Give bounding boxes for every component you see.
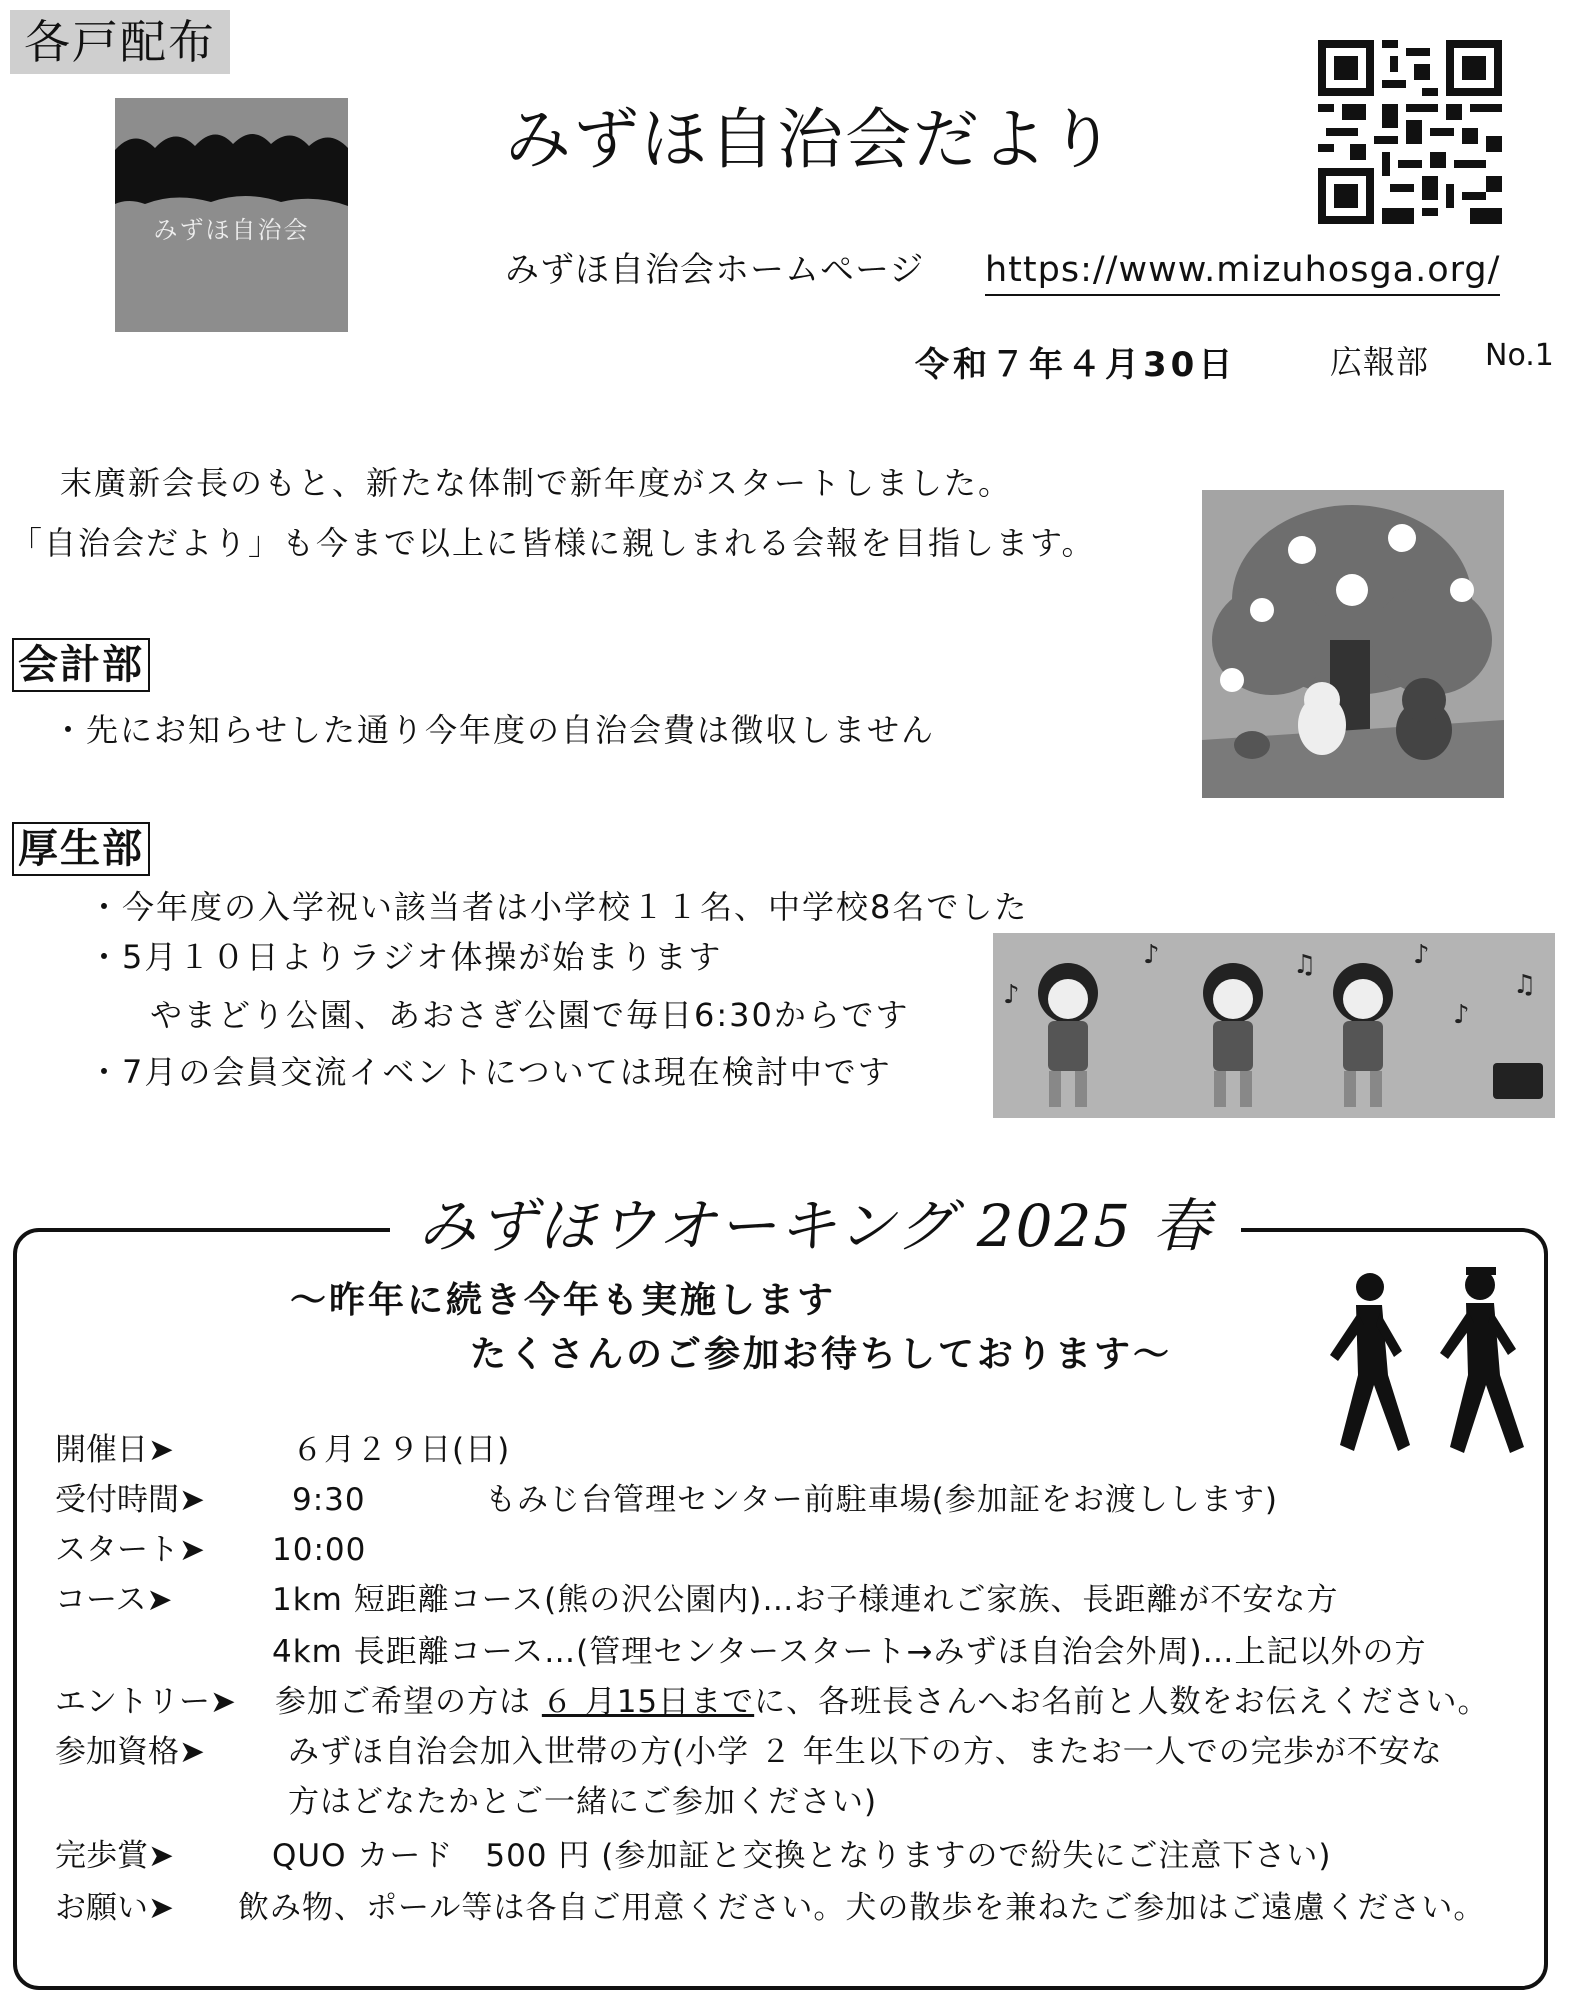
- welfare-heading: 厚生部: [12, 822, 150, 876]
- start-label: スタート➤: [55, 1532, 205, 1568]
- radio-exercise-illustration: [993, 933, 1555, 1118]
- course-short: 1km 短距離コース(熊の沢公園内)…お子様連れご家族、長距離が不安な方: [272, 1582, 1339, 1618]
- eligibility-line-2: 方はどなたかとご一緒にご参加ください): [288, 1784, 878, 1820]
- svg-text:♪: ♪: [1143, 940, 1160, 970]
- cherry-tree-illustration: [1202, 490, 1504, 798]
- svg-text:♪: ♪: [1453, 1000, 1470, 1030]
- svg-text:♫: ♫: [1293, 950, 1317, 980]
- date-value: ６月２９日(日): [292, 1432, 511, 1468]
- svg-text:♪: ♪: [1413, 940, 1430, 970]
- reception-place: もみじ台管理センター前駐車場(参加証をお渡しします): [485, 1482, 1278, 1518]
- svg-text:♪: ♪: [1003, 980, 1020, 1010]
- welfare-item: ・今年度の入学祝い該当者は小学校１１名、中学校8名でした: [88, 888, 1029, 926]
- reception-label: 受付時間➤: [55, 1482, 205, 1518]
- homepage-label: みずほ自治会ホームページ: [505, 250, 925, 290]
- department-name: 広報部: [1330, 343, 1430, 381]
- association-logo: [115, 98, 348, 332]
- intro-line-1: 末廣新会長のもと、新たな体制で新年度がスタートしました。: [60, 464, 1013, 502]
- distribution-tag: 各戸配布: [10, 10, 230, 74]
- intro-line-2: 「自治会だより」も今まで以上に皆様に親しまれる会報を目指します。: [10, 524, 1096, 562]
- eligibility-line-1: みずほ自治会加入世帯の方(小学 ２ 年生以下の方、またお一人での完歩が不安な: [288, 1734, 1443, 1770]
- request-label: お願い➤: [55, 1890, 174, 1926]
- welfare-item: やまどり公園、あおさぎ公園で毎日6:30からです: [150, 996, 910, 1034]
- welfare-item: ・5月１０日よりラジオ体操が始まります: [88, 938, 723, 976]
- prize-value: QUO カード 500 円 (参加証と交換となりますので紛失にご注意下さい): [272, 1838, 1332, 1874]
- walkers-silhouette-icon: [1290, 1265, 1530, 1485]
- entry-text: [275, 1682, 1490, 1722]
- entry-text-post: に、各班長さんへお名前と人数をお伝えください。: [754, 1684, 1490, 1720]
- request-value: 飲み物、ポール等は各自ご用意ください。犬の散歩を兼ねたご参加はご遠慮ください。: [238, 1890, 1486, 1926]
- walking-tagline-1: ～昨年に続き今年も実施します: [290, 1279, 837, 1321]
- logo-text: みずほ自治会: [153, 216, 310, 244]
- date-label: 開催日➤: [55, 1432, 174, 1468]
- qr-code-icon[interactable]: [1318, 40, 1502, 224]
- prize-label: 完歩賞➤: [55, 1838, 174, 1874]
- accounting-heading: 会計部: [12, 638, 150, 692]
- reception-time: 9:30: [292, 1482, 366, 1518]
- accounting-item: ・先にお知らせした通り今年度の自治会費は徴収しません: [52, 711, 936, 749]
- entry-label: エントリー➤: [55, 1684, 236, 1720]
- start-value: 10:00: [272, 1532, 367, 1568]
- course-long: 4km 長距離コース…(管理センタースタート→みずほ自治会外周)…上記以外の方: [272, 1634, 1427, 1670]
- entry-deadline: ６ 月15日まで: [541, 1684, 755, 1720]
- newsletter-title: みずほ自治会だより: [505, 101, 1117, 178]
- entry-text-pre: 参加ご希望の方は: [275, 1684, 531, 1720]
- walking-tagline-2: たくさんのご参加お待ちしております～: [470, 1333, 1173, 1375]
- walking-event-title: みずほウオーキング 2025 春: [390, 1190, 1241, 1262]
- svg-text:♫: ♫: [1513, 970, 1537, 1000]
- welfare-item: ・7月の会員交流イベントについては現在検討中です: [88, 1053, 892, 1091]
- issue-date: 令和７年４月30日: [915, 345, 1237, 385]
- issue-number: No.1: [1485, 338, 1554, 373]
- homepage-link[interactable]: https://www.mizuhosga.org/: [985, 248, 1500, 296]
- eligibility-label: 参加資格➤: [55, 1734, 205, 1770]
- course-label: コース➤: [55, 1582, 173, 1618]
